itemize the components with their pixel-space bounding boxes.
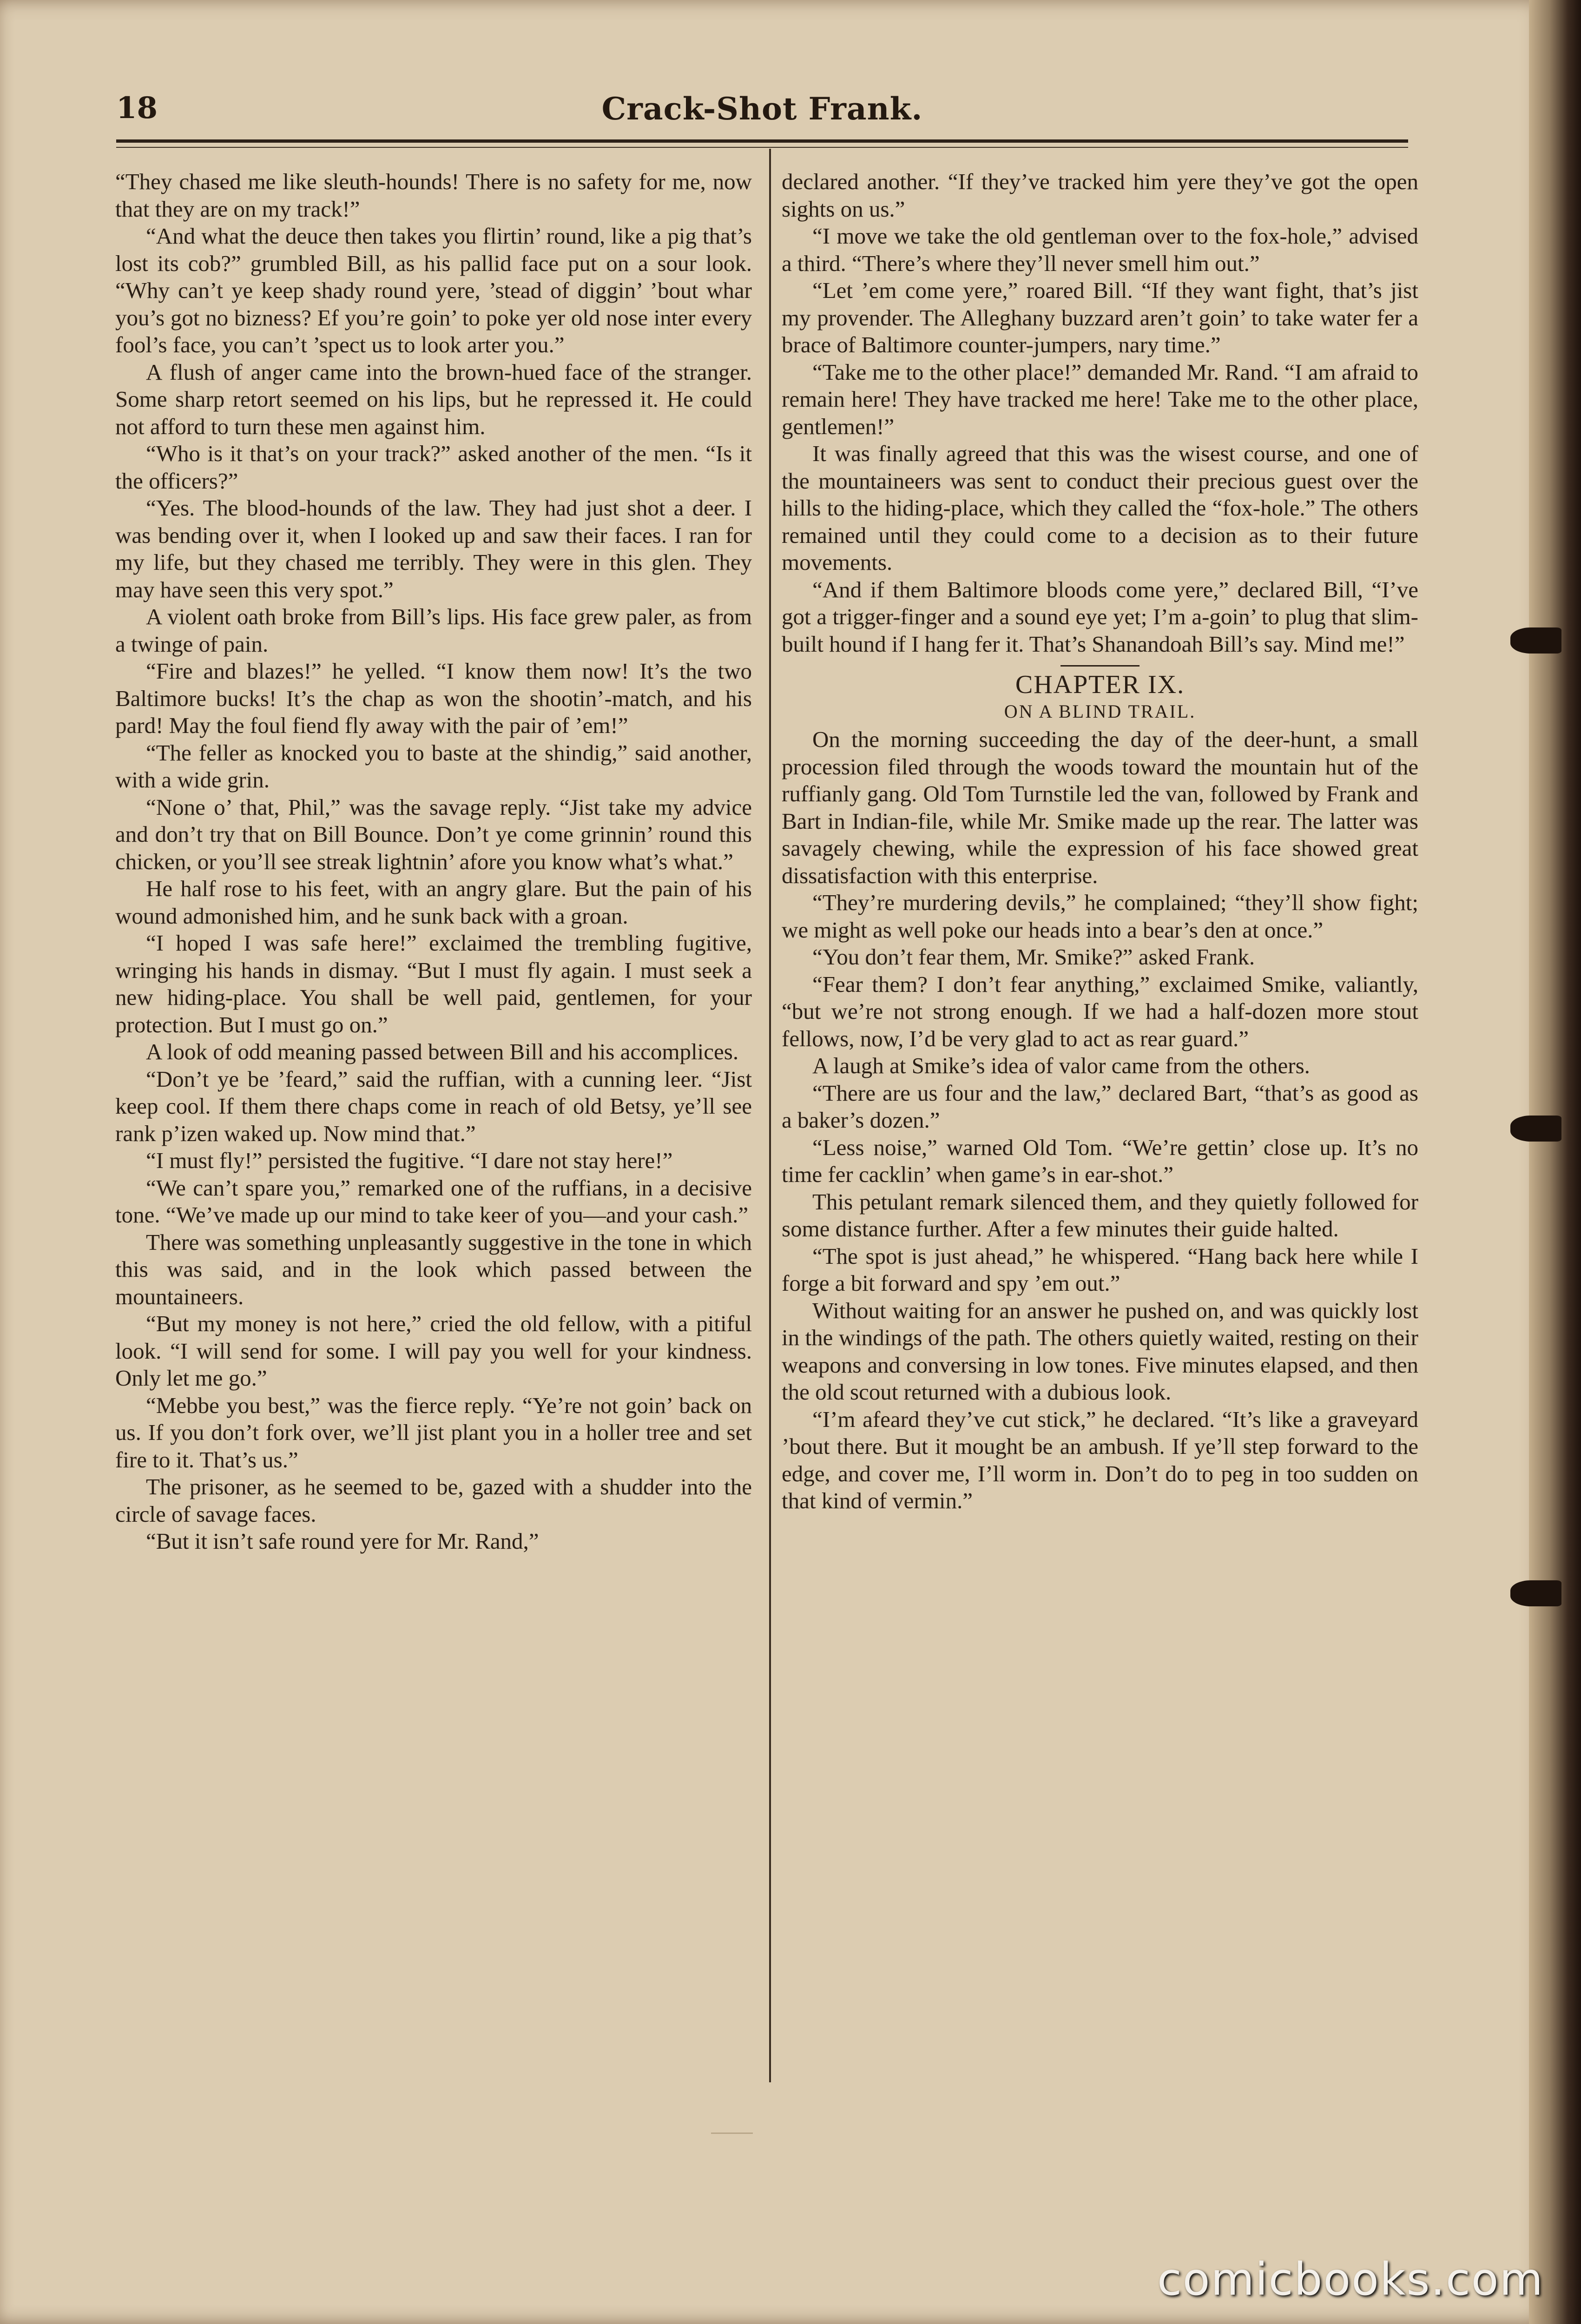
paragraph: “The spot is just ahead,” he whispered. “Hang back here while I forge a bit forward and spy ’em out.” [782,1243,1418,1296]
paragraph: It was finally agreed that this was the wisest course, and one of the mountaineers was sent to conduct their precious guest over the hills to the hiding-place, which they called the “fox-hole.” The others remained until they could come to a decision as to their future movements. [782,441,1418,575]
paragraph: “Who is it that’s on your track?” asked another of the men. “Is it the officers?” [115,441,752,494]
book-spine [1529,0,1581,2324]
paragraph: “They chased me like sleuth-hounds! There is no safety for me, now that they are on my track!” [115,169,752,222]
paragraph: “I hoped I was safe here!” exclaimed the trembling fugitive, wringing his hands in dismay. “But I must fly again. I must seek a new hiding-place. You shall be well paid, gentlemen, for your protection. But I must go on.” [115,930,752,1037]
paragraph: “Fire and blazes!” he yelled. “I know them now! It’s the two Baltimore bucks! It’s the chap as won the shootin’-match, and his pard! May the foul fiend fly away with the pair of ’em!” [115,658,752,738]
paragraph: “But my money is not here,” cried the old fellow, with a pitiful look. “I will send for some. I will pay you well for your kindness. Only let me go.” [115,1311,752,1391]
watermark-text: comicbooks.com [1157,2253,1544,2305]
running-title: Crack-Shot Frank. [601,91,923,127]
paragraph: “Yes. The blood-hounds of the law. They had just shot a deer. I was bending over it, when I looked up and saw their faces. I ran for my life, but they chased me terribly. They were in this glen. They may have seen this very spot.” [115,495,752,602]
paragraph: “I move we take the old gentleman over to the fox-hole,” advised a third. “There’s where they’ll never smell him out.” [782,223,1418,276]
footer-mark [711,2133,753,2134]
paragraph: “They’re murdering devils,” he complained; “they’ll show fight; we might as well poke our heads into a bear’s den at once.” [782,890,1418,943]
header-rule [116,139,1408,143]
paragraph: “Don’t ye be ’feard,” said the ruffian, with a cunning leer. “Jist keep cool. If them there chaps come in reach of old Betsy, ye’ll see rank p’izen waked up. Now mind that.” [115,1066,752,1146]
paragraph: A flush of anger came into the brown-hued face of the stranger. Some sharp retort seemed on his lips, but he repressed it. He could not afford to turn these men against him. [115,359,752,439]
running-header [116,91,1408,132]
paragraph: A violent oath broke from Bill’s lips. His face grew paler, as from a twinge of pain. [115,604,752,657]
paragraph: “Fear them? I don’t fear anything,” exclaimed Smike, valiantly, “but we’re not strong enough. If we had a half-dozen more stout fellows, now, I’d be very glad to act as rear guard.” [782,971,1418,1051]
binding-notch [1510,627,1561,654]
paragraph: “I must fly!” persisted the fugitive. “I dare not stay here!” [146,1148,673,1173]
chapter-subtitle: ON A BLIND TRAIL. [1004,701,1196,722]
binding-notch [1510,1580,1561,1606]
paragraph: “I’m afeard they’ve cut stick,” he declared. “It’s like a graveyard ’bout there. But it mought be an ambush. If ye’ll step forward to the edge, and cover me, I’ll worm in. Don’t do to peg in too sudden on that kind of vermin.” [782,1406,1418,1513]
right-column [782,168,1418,1515]
paragraph: “There are us four and the law,” declared Bart, “that’s as good as a baker’s dozen.” [782,1080,1418,1133]
paragraph: “The feller as knocked you to baste at the shindig,” said another, with a wide grin. [115,739,752,792]
paragraph: A look of odd meaning passed between Bill and his accomplices. [146,1039,739,1064]
chapter-title: CHAPTER IX. [1015,670,1185,699]
paragraph: “Mebbe you best,” was the fierce reply. “Ye’re not goin’ back on us. If you don’t fork over, we’ll jist plant you in a holler tree and set fire to it. That’s us.” [115,1392,752,1472]
paragraph: “You don’t fear them, Mr. Smike?” asked Frank. [812,944,1255,970]
paragraph: “Take me to the other place!” demanded Mr. Rand. “I am afraid to remain here! They have tracked me here! Take me to the other place, gentlemen!” [782,359,1418,439]
chapter-rule [1061,665,1140,667]
paragraph: “Let ’em come yere,” roared Bill. “If they want fight, that’s jist my provender. The Alleghany buzzard aren’t goin’ to take water fer a brace of Baltimore counter-jumpers, nary time.” [782,277,1418,357]
paragraph: “We can’t spare you,” remarked one of the ruffians, in a decisive tone. “We’ve made up our mind to take keer of you—and your cash.” [115,1175,752,1228]
paragraph: He half rose to his feet, with an angry glare. But the pain of his wound admonished him, and he sunk back with a groan. [115,876,752,929]
paragraph: There was something unpleasantly suggestive in the tone in which this was said, and in the look which passed between the mountaineers. [115,1229,752,1309]
header-rule-thin [116,147,1408,148]
page-number: 18 [116,91,158,125]
paragraph: On the morning succeeding the day of the deer-hunt, a small procession filed through the woods toward the mountain hut of the ruffianly gang. Old Tom Turnstile led the van, followed by Frank and Bart in Indian-file, while Mr. Smike made up the rear. The latter was savagely chewing, while the expression of his face showed great dissatisfaction with this enterprise. [782,726,1418,888]
chapter-heading [782,665,1418,724]
paragraph: “And if them Baltimore bloods come yere,” declared Bill, “I’ve got a trigger-finger and a sound eye yet; I’m a-goin’ to plug that slim-built hound if I hang fer it. That’s Shanandoah Bill’s say. Mind me!” [782,576,1418,657]
paragraph: “None o’ that, Phil,” was the savage reply. “Jist take my advice and don’t try that on Bill Bounce. Don’t ye come grinnin’ round this chicken, or you’ll see streak lightnin’ afore you know what’s what.” [115,794,752,874]
paragraph: A laugh at Smike’s idea of valor came from the others. [812,1053,1310,1078]
left-column [115,168,752,1555]
binding-notch [1510,1116,1561,1142]
paragraph: “But it isn’t safe round yere for Mr. Rand,” [146,1528,539,1554]
paragraph: The prisoner, as he seemed to be, gazed with a shudder into the circle of savage faces. [115,1474,752,1527]
column-divider [769,149,771,2082]
paragraph: This petulant remark silenced them, and they quietly followed for some distance further. After a few minutes their guide halted. [782,1188,1418,1241]
paragraph: “And what the deuce then takes you flirtin’ round, like a pig that’s lost its cob?” grumbled Bill, as his pallid face put on a sour look. “Why can’t ye keep shady round yere, ’stead of diggin’ ’bout whar you’s got no bizness? Ef you’re goin’ to poke yer old nose inter every fool’s face, you can’t ’spect us to look arter you.” [115,223,752,357]
paragraph: declared another. “If they’ve tracked him yere they’ve got the open sights on us.” [782,169,1418,222]
paragraph: “Less noise,” warned Old Tom. “We’re gettin’ close up. It’s no time fer cacklin’ when game’s in ear-shot.” [782,1134,1418,1187]
paragraph: Without waiting for an answer he pushed on, and was quickly lost in the windings of the path. The others quietly waited, resting on their weapons and conversing in low tones. Five minutes elapsed, and then the old scout returned with a dubious look. [782,1297,1418,1405]
